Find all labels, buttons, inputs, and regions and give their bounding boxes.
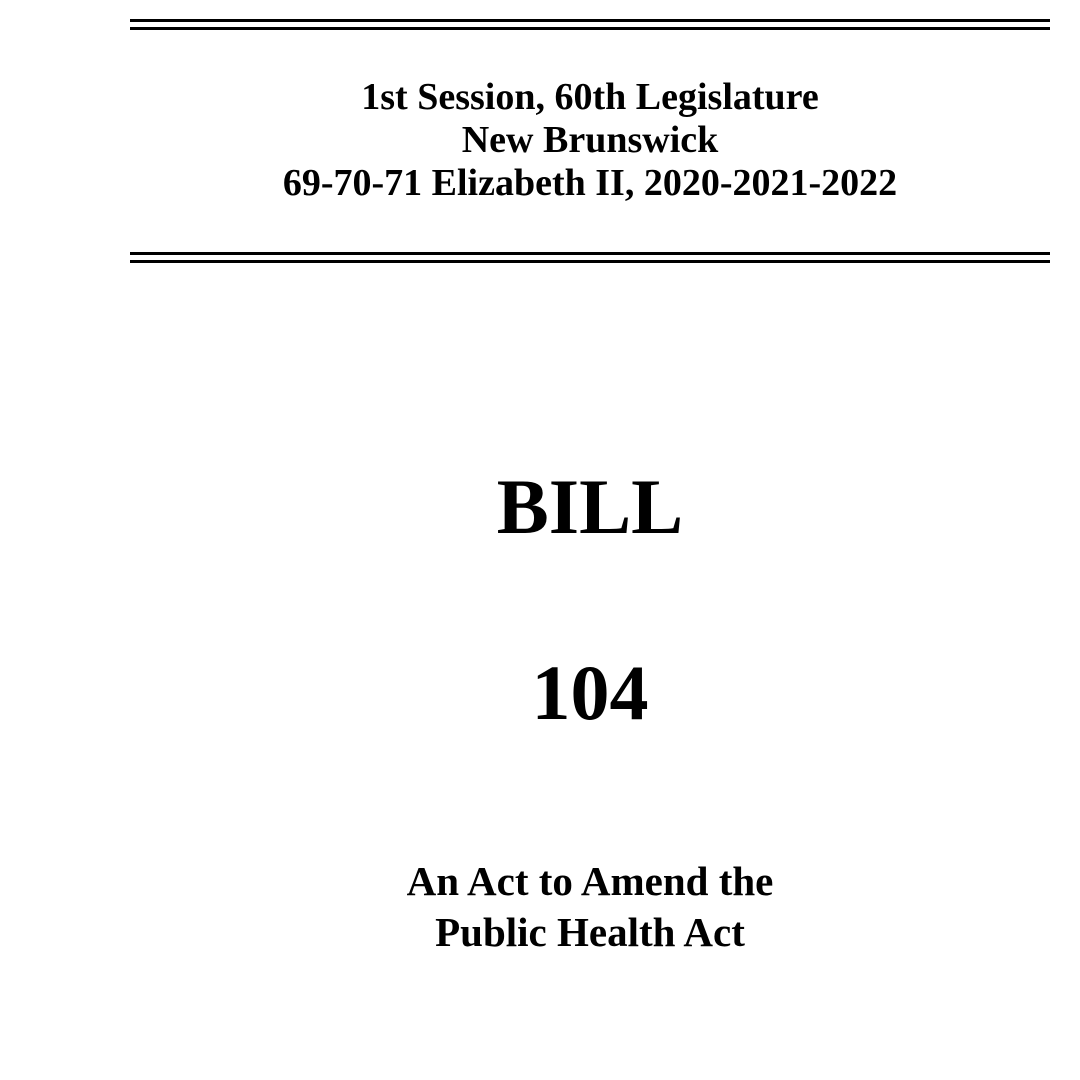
bill-title-line-2: Public Health Act — [435, 909, 745, 955]
session-header — [130, 76, 1050, 205]
top-double-rule — [130, 19, 1050, 30]
bottom-double-rule — [130, 252, 1050, 263]
regnal-years-line: 69-70-71 Elizabeth II, 2020-2021-2022 — [282, 162, 898, 204]
bill-number: 104 — [531, 649, 649, 736]
session-line: 1st Session, 60th Legislature — [361, 76, 819, 118]
bill-label: BILL — [496, 463, 684, 550]
bill-title-line-1: An Act to Amend the — [406, 858, 774, 904]
province-line: New Brunswick — [461, 119, 719, 161]
bill-title — [130, 856, 1050, 958]
